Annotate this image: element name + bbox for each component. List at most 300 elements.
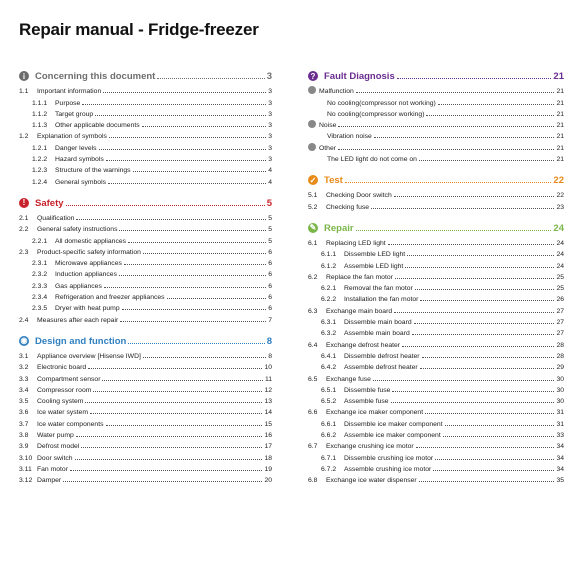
entry-number: 5.1	[308, 192, 318, 200]
entry-label: Water pump	[37, 432, 74, 440]
entry-label: Induction appliances	[55, 271, 117, 279]
entry-label: General safety instructions	[37, 226, 118, 234]
entry-number: 6.6	[308, 409, 318, 417]
toc-entry[interactable]	[308, 292, 564, 303]
page-number: 20	[264, 477, 272, 485]
entry-number: 2.4	[19, 316, 29, 324]
leader-dots	[391, 402, 555, 403]
spacer	[19, 324, 272, 333]
entry-label: Replacing LED light	[326, 239, 386, 247]
page-number: 28	[556, 352, 564, 360]
toc-entry[interactable]	[308, 360, 564, 371]
entry-label: Door switch	[37, 454, 73, 462]
page-number: 29	[556, 364, 564, 372]
leader-dots	[119, 275, 266, 276]
toc-entry[interactable]	[19, 394, 272, 405]
entry-number: 6.2.1	[321, 285, 337, 293]
entry-label: Product-specific safety information	[37, 248, 141, 256]
leader-dots	[415, 289, 555, 290]
toc-section-heading[interactable]	[308, 68, 564, 82]
entry-number: 3.9	[19, 443, 29, 451]
entry-number: 1.1.2	[32, 110, 48, 118]
toc-entry[interactable]	[308, 405, 564, 416]
leader-dots	[420, 368, 555, 369]
leader-dots	[99, 149, 267, 150]
entry-label: Appliance overview [Hisense IWD]	[37, 352, 141, 360]
page-number: 6	[268, 248, 272, 256]
leader-dots	[338, 126, 554, 127]
toc-entry[interactable]	[19, 428, 272, 439]
leader-dots	[407, 255, 554, 256]
entry-number: 3.6	[19, 409, 29, 417]
page-number: 30	[556, 386, 564, 394]
page-number: 31	[556, 409, 564, 417]
entry-label: Explanation of symbols	[37, 133, 107, 141]
toc-entry[interactable]	[308, 152, 564, 163]
toc-entry[interactable]	[308, 199, 564, 210]
page-number: 5	[266, 197, 272, 209]
toc-section-heading[interactable]	[308, 220, 564, 234]
toc-entry[interactable]	[308, 84, 564, 95]
entry-number: 6.4.1	[321, 352, 337, 360]
leader-dots	[120, 321, 266, 322]
toc-entry[interactable]	[19, 301, 272, 312]
entry-label: Dissemble LED light	[344, 251, 406, 259]
entry-label: Installation the fan motor	[344, 296, 419, 304]
entry-label: Important information	[37, 88, 102, 96]
toc-entry[interactable]	[308, 188, 564, 199]
toc-entry[interactable]	[308, 247, 564, 258]
page-number: 35	[556, 477, 564, 485]
entry-label: Exchange ice water dispenser	[326, 477, 417, 485]
page-number: 4	[268, 167, 272, 175]
page-number: 11	[264, 375, 272, 383]
page-number: 34	[556, 465, 564, 473]
toc-entry[interactable]	[308, 428, 564, 439]
entry-label: Noise	[319, 122, 337, 130]
leader-dots	[75, 459, 263, 460]
page-number: 8	[268, 352, 272, 360]
entry-label: Assemble LED light	[344, 262, 404, 270]
entry-label: Damper	[37, 477, 62, 485]
toc-entry[interactable]	[19, 312, 272, 323]
entry-number: 6.6.1	[321, 420, 337, 428]
entry-label: The LED light do not come on	[327, 156, 417, 164]
page-number: 6	[268, 260, 272, 268]
toc-entry[interactable]	[19, 95, 272, 106]
entry-label: Other	[319, 144, 336, 152]
toc-section-heading[interactable]	[19, 333, 272, 347]
toc-entry[interactable]	[308, 394, 564, 405]
toc-entry[interactable]	[19, 462, 272, 473]
entry-label: Gas appliances	[55, 282, 102, 290]
section-title: Test	[324, 175, 343, 187]
leader-dots	[124, 264, 266, 265]
toc-entry[interactable]	[308, 462, 564, 473]
entry-label: Dissemble fuse	[344, 386, 391, 394]
toc-entry[interactable]	[308, 270, 564, 281]
page-number: 8	[266, 335, 272, 347]
info-icon: i	[19, 71, 29, 81]
page-number: 3	[268, 122, 272, 130]
toc-entry[interactable]	[19, 129, 272, 140]
page-number: 12	[264, 386, 272, 394]
toc-entry[interactable]	[19, 233, 272, 244]
entry-label: Dryer with heat pump	[55, 305, 120, 313]
entry-number: 6.5.2	[321, 398, 337, 406]
page-number: 27	[556, 330, 564, 338]
toc-entry[interactable]	[19, 360, 272, 371]
leader-dots	[426, 115, 554, 116]
leader-dots	[433, 470, 554, 471]
entry-number: 2.3.5	[32, 305, 48, 313]
page-number: 21	[556, 122, 564, 130]
page-number: 17	[264, 443, 272, 451]
toc-entry[interactable]	[308, 95, 564, 106]
entry-label: Hazard symbols	[55, 156, 104, 164]
leader-dots	[425, 413, 554, 414]
toc-entry[interactable]	[308, 450, 564, 461]
page-title: Repair manual - Fridge-freezer	[19, 20, 259, 39]
page-number: 22	[553, 175, 564, 187]
page-number: 21	[556, 133, 564, 141]
entry-number: 6.6.2	[321, 432, 337, 440]
entry-label: Dissemble defrost heater	[344, 352, 420, 360]
page-number: 34	[556, 443, 564, 451]
entry-number: 6.8	[308, 477, 318, 485]
entry-number: 2.2	[19, 226, 29, 234]
leader-dots	[106, 160, 266, 161]
leader-dots	[143, 253, 266, 254]
leader-dots	[133, 171, 267, 172]
entry-label: Dissemble ice maker component	[344, 420, 443, 428]
page-number: 4	[268, 178, 272, 186]
toc-entry[interactable]	[19, 118, 272, 129]
entry-number: 6.5	[308, 375, 318, 383]
page-number: 3	[268, 88, 272, 96]
entry-label: Cooling system	[37, 398, 84, 406]
page-number: 3	[268, 99, 272, 107]
entry-label: Exchange main board	[326, 307, 393, 315]
entry-label: Removal the fan motor	[344, 285, 413, 293]
spacer	[19, 186, 272, 195]
entry-number: 1.2.3	[32, 167, 48, 175]
page-number: 25	[556, 273, 564, 281]
leader-dots	[419, 160, 555, 161]
entry-label: Ice water components	[37, 420, 104, 428]
entry-number: 3.11	[19, 465, 32, 473]
toc-entry[interactable]	[19, 416, 272, 427]
spacer	[308, 211, 564, 220]
toc-entry[interactable]	[19, 278, 272, 289]
page-number: 23	[556, 203, 564, 211]
page-number: 3	[268, 110, 272, 118]
entry-number: 6.1.1	[321, 251, 337, 259]
fault-icon: ?	[308, 71, 318, 81]
toc-entry[interactable]	[308, 326, 564, 337]
entry-number: 3.5	[19, 398, 29, 406]
leader-dots	[119, 230, 266, 231]
leader-dots	[102, 380, 262, 381]
leader-dots	[93, 391, 262, 392]
toc-entry[interactable]	[19, 267, 272, 278]
leader-dots	[419, 481, 555, 482]
section-title: Design and function	[35, 335, 127, 347]
entry-number: 3.2	[19, 364, 29, 372]
leader-dots	[143, 357, 266, 358]
page-number: 24	[556, 239, 564, 247]
page-number: 6	[268, 294, 272, 302]
test-icon: ✓	[309, 175, 317, 185]
toc-entry[interactable]	[308, 258, 564, 269]
entry-number: 3.4	[19, 386, 29, 394]
toc-entry[interactable]	[308, 416, 564, 427]
toc-entry[interactable]	[308, 383, 564, 394]
entry-label: Exchange fuse	[326, 375, 371, 383]
entry-label: Assemble fuse	[344, 398, 389, 406]
entry-label: Dissemble main board	[344, 319, 412, 327]
safety-icon: !	[19, 198, 29, 208]
page-number: 13	[264, 398, 272, 406]
entry-label: Exchange defrost heater	[326, 341, 401, 349]
entry-label: Exchange crushing ice motor	[326, 443, 414, 451]
page-number: 34	[556, 454, 564, 462]
leader-dots	[397, 78, 552, 79]
page-number: 5	[268, 237, 272, 245]
leader-dots	[66, 205, 265, 206]
leader-dots	[76, 436, 263, 437]
entry-label: Fan motor	[37, 465, 68, 473]
page-number: 3	[266, 71, 272, 82]
toc-entry[interactable]	[19, 152, 272, 163]
design-icon: ◉	[20, 336, 28, 346]
toc-entry[interactable]	[19, 245, 272, 256]
toc-entry[interactable]	[19, 450, 272, 461]
entry-label: Exchange ice maker component	[326, 409, 424, 417]
entry-number: 3.7	[19, 420, 29, 428]
page-number: 27	[556, 307, 564, 315]
leader-dots	[90, 413, 262, 414]
leader-dots	[128, 242, 266, 243]
leader-dots	[435, 459, 554, 460]
page-number: 33	[556, 432, 564, 440]
toc-entry[interactable]	[308, 371, 564, 382]
entry-number: 6.7	[308, 443, 318, 451]
entry-label: Vibration noise	[327, 133, 372, 141]
page-number: 26	[556, 296, 564, 304]
toc-entry[interactable]	[308, 107, 564, 118]
toc-left-column	[19, 68, 272, 484]
entry-number: 1.2	[19, 133, 29, 141]
entry-number: 6.3	[308, 307, 318, 315]
entry-number: 6.4.2	[321, 364, 337, 372]
entry-number: 6.3.1	[321, 319, 337, 327]
leader-dots	[88, 368, 262, 369]
leader-dots	[395, 278, 555, 279]
leader-dots	[412, 334, 555, 335]
toc-entry[interactable]	[308, 473, 564, 484]
toc-entry[interactable]	[19, 174, 272, 185]
leader-dots	[63, 481, 262, 482]
entry-label: Ice water system	[37, 409, 88, 417]
toc-entry[interactable]	[308, 349, 564, 360]
spacer	[308, 163, 564, 172]
entry-number: 2.2.1	[32, 237, 48, 245]
leader-dots	[371, 208, 554, 209]
toc-section-heading[interactable]	[19, 195, 272, 209]
toc-entry[interactable]	[19, 256, 272, 267]
leader-dots	[420, 300, 554, 301]
toc-entry[interactable]	[308, 118, 564, 129]
page-number: 6	[268, 271, 272, 279]
leader-dots	[82, 104, 266, 105]
toc-entry[interactable]	[19, 371, 272, 382]
entry-label: Assemble ice maker component	[344, 432, 441, 440]
toc-entry[interactable]	[19, 211, 272, 222]
leader-dots	[422, 357, 555, 358]
page-number: 28	[556, 341, 564, 349]
leader-dots	[438, 104, 555, 105]
page-number: 6	[268, 305, 272, 313]
page-number: 10	[264, 364, 272, 372]
leader-dots	[109, 137, 266, 138]
entry-number: 2.3.4	[32, 294, 48, 302]
leader-dots	[76, 219, 266, 220]
leader-dots	[402, 346, 554, 347]
entry-label: No cooling(compressor not working)	[327, 99, 436, 107]
toc-entry[interactable]	[19, 290, 272, 301]
leader-dots	[103, 92, 266, 93]
repair-icon: ✎	[309, 223, 317, 233]
toc-entry[interactable]	[308, 140, 564, 151]
section-title: Safety	[35, 197, 64, 209]
leader-dots	[95, 115, 266, 116]
toc-entry[interactable]	[308, 303, 564, 314]
page-number: 15	[264, 420, 272, 428]
leader-dots	[445, 425, 555, 426]
entry-label: Assemble defrost heater	[344, 364, 418, 372]
entry-number: 2.3.1	[32, 260, 48, 268]
entry-label: Assemble main board	[344, 330, 410, 338]
entry-label: Purpose	[55, 99, 81, 107]
page-number: 6	[268, 282, 272, 290]
page-number: 16	[264, 432, 272, 440]
entry-number: 5.2	[308, 203, 318, 211]
entry-number: 3.1	[19, 352, 29, 360]
entry-number: 1.2.2	[32, 156, 48, 164]
page-number: 3	[268, 133, 272, 141]
toc-entry[interactable]	[19, 349, 272, 360]
toc-entry[interactable]	[19, 163, 272, 174]
page-number: 21	[556, 110, 564, 118]
toc-entry[interactable]	[19, 222, 272, 233]
page-number: 3	[268, 144, 272, 152]
page-number: 24	[556, 251, 564, 259]
toc-entry[interactable]	[19, 405, 272, 416]
page-number: 21	[556, 99, 564, 107]
page-number: 30	[556, 375, 564, 383]
page-number: 30	[556, 398, 564, 406]
toc-entry[interactable]	[19, 107, 272, 118]
entry-label: Danger levels	[55, 144, 97, 152]
leader-dots	[356, 92, 555, 93]
entry-number: 6.2.2	[321, 296, 337, 304]
toc-entry[interactable]	[308, 337, 564, 348]
toc-section-heading[interactable]	[19, 68, 272, 82]
entry-number: 6.2	[308, 273, 318, 281]
leader-dots	[388, 244, 555, 245]
toc-entry[interactable]	[19, 140, 272, 151]
leader-dots	[128, 343, 264, 344]
toc-entry[interactable]	[19, 439, 272, 450]
page-number: 21	[556, 144, 564, 152]
toc-entry[interactable]	[308, 129, 564, 140]
toc-section-heading[interactable]	[308, 172, 564, 186]
entry-label: Structure of the warnings	[55, 167, 131, 175]
page-number: 21	[553, 71, 564, 82]
leader-dots	[356, 230, 552, 231]
leader-dots	[394, 196, 555, 197]
entry-number: 6.7.1	[321, 454, 337, 462]
leader-dots	[167, 298, 267, 299]
toc-entry[interactable]	[19, 473, 272, 484]
toc-entry[interactable]	[308, 439, 564, 450]
page-number: 18	[264, 454, 272, 462]
entry-number: 2.3	[19, 248, 29, 256]
leader-dots	[108, 183, 266, 184]
page-number: 5	[268, 226, 272, 234]
entry-label: Compressor room	[37, 386, 92, 394]
page-number: 22	[556, 192, 564, 200]
entry-label: Microwave appliances	[55, 260, 122, 268]
entry-label: Qualification	[37, 214, 75, 222]
toc-entry[interactable]	[308, 281, 564, 292]
toc-entry[interactable]	[19, 84, 272, 95]
leader-dots	[373, 380, 554, 381]
page-number: 24	[553, 222, 564, 234]
toc-entry[interactable]	[308, 236, 564, 247]
leader-dots	[157, 78, 264, 79]
toc-entry[interactable]	[308, 315, 564, 326]
leader-dots	[416, 447, 555, 448]
toc-entry[interactable]	[19, 383, 272, 394]
entry-number: 1.1	[19, 88, 29, 96]
section-title: Concerning this document	[35, 71, 156, 82]
entry-label: No cooling(compressor working)	[327, 110, 425, 118]
page-number: 3	[268, 156, 272, 164]
section-title: Repair	[324, 222, 354, 234]
entry-number: 6.5.1	[321, 386, 337, 394]
page-number: 24	[556, 262, 564, 270]
page-number: 5	[268, 214, 272, 222]
entry-label: Replace the fan motor	[326, 273, 393, 281]
entry-label: Assemble crushing ice motor	[344, 465, 432, 473]
page-number: 7	[268, 316, 272, 324]
page-number: 25	[556, 285, 564, 293]
entry-label: Checking Door switch	[326, 192, 392, 200]
entry-label: Malfunction	[319, 88, 354, 96]
entry-number: 2.1	[19, 214, 29, 222]
entry-label: Dissemble crushing ice motor	[344, 454, 434, 462]
entry-label: Electronic board	[37, 364, 87, 372]
entry-label: Compartment sensor	[37, 375, 101, 383]
leader-dots	[122, 309, 267, 310]
toc-right-column	[308, 68, 564, 484]
leader-dots	[106, 425, 263, 426]
entry-label: General symbols	[55, 178, 106, 186]
leader-dots	[142, 126, 267, 127]
entry-number: 3.3	[19, 375, 29, 383]
